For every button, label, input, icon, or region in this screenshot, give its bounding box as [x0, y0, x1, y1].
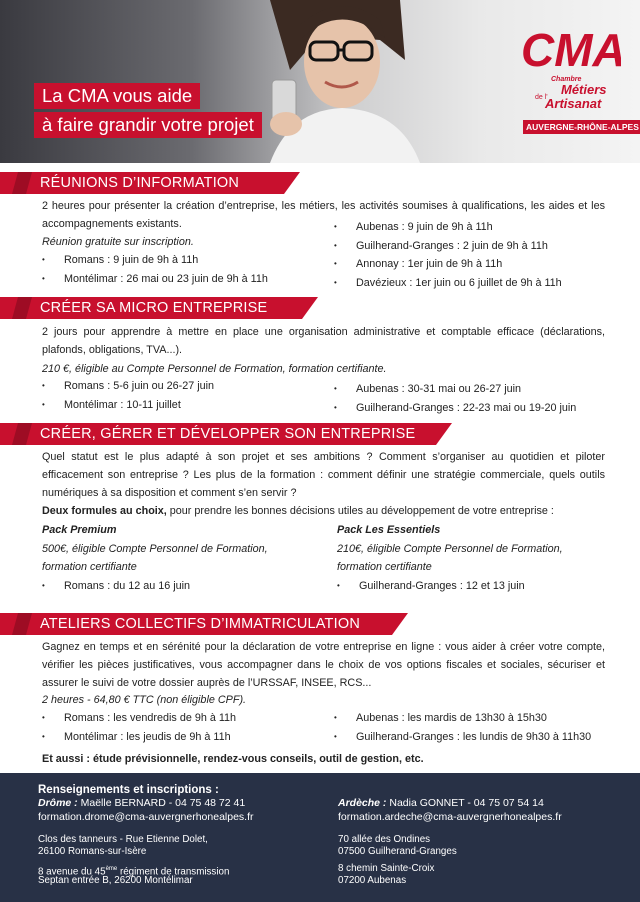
- list-item: • Aubenas : 30-31 mai ou 26-27 juin: [334, 380, 576, 399]
- drome-addr3: 8 avenue du 45ème régiment de transmission: [38, 866, 230, 878]
- pack-essentiels: Pack Les Essentiels 210€, éligible Compte Personnel de Formation, formation certifiante • Guilherand-Granges : 12 et 13 juin: [337, 521, 563, 595]
- list-item: • Romans : 9 juin de 9h à 11h: [42, 251, 268, 270]
- cma-logo-mark: [517, 22, 621, 76]
- drome-addr4: Septan entrée B, 26200 Montélimar: [38, 875, 193, 886]
- creer-intro: Quel statut est le plus adapté à son projet et ses ambitions ? Comment s’organiser au quotidien et piloter efficacement son entreprise ? Les plus de la formation : comment définir une stratégie commerciale, quels outils numériques à sa disposition et comment s’en servir ?: [42, 451, 605, 499]
- list-item: • Annonay : 1er juin de 9h à 11h: [334, 255, 562, 274]
- ardeche-contact: Ardèche : Nadia GONNET - 04 75 07 54 14: [338, 797, 544, 809]
- ateliers-intro: Gagnez en temps et en sérénité pour la déclaration de votre entreprise en ligne : vous aider à créer votre compte, vérifier les pièces justificatives, vous accompagner dans le choix de vos options fiscales et sociales, sécuriser et assurer le suivi de votre dossier auprès de l’URSSAF, INSEE, RCS...: [42, 641, 605, 689]
- list-item: • Montélimar : 10-11 juillet: [42, 396, 214, 415]
- micro-right-list: [334, 380, 576, 417]
- ardeche-addr3: 8 chemin Sainte-Croix: [338, 863, 435, 874]
- hero-title-line1: La CMA vous aide: [34, 83, 200, 109]
- micro-price: 210 €, éligible au Compte Personnel de Formation, formation certifiante.: [42, 363, 387, 375]
- list-item: • Montélimar : les jeudis de 9h à 11h: [42, 728, 236, 747]
- reunions-right-list: [334, 218, 562, 292]
- creer-formulas: Deux formules au choix, pour prendre les bonnes décisions utiles au développement de votre entreprise :: [42, 505, 554, 517]
- list-item: • Romans : les vendredis de 9h à 11h: [42, 709, 236, 728]
- hero-banner: [0, 0, 640, 163]
- ateliers-price: 2 heures - 64,80 € TTC (non éligible CPF).: [42, 694, 247, 706]
- ateliers-left-list: [42, 709, 236, 746]
- list-item: • Guilherand-Granges : 2 juin de 9h à 11h: [334, 237, 562, 256]
- footer-heading: Renseignements et inscriptions :: [38, 784, 219, 796]
- reunions-note: Réunion gratuite sur inscription.: [42, 236, 194, 248]
- hero-title-line2: à faire grandir votre projet: [34, 112, 262, 138]
- cma-logo: CMA Chambre Métiers de l' Artisanat AUVERGNE-RHÔNE-ALPES: [517, 22, 621, 142]
- ardeche-addr1: 70 allée des Ondines: [338, 834, 431, 845]
- section-header-creer: CRÉER, GÉRER ET DÉVELOPPER SON ENTREPRISE: [0, 423, 415, 445]
- footer-contacts: [0, 773, 640, 902]
- drome-contact: Drôme : Maëlle BERNARD - 04 75 48 72 41: [38, 797, 246, 809]
- list-item: • Romans : 5-6 juin ou 26-27 juin: [42, 377, 214, 396]
- list-item: • Aubenas : les mardis de 13h30 à 15h30: [334, 709, 591, 728]
- micro-intro: 2 jours pour apprendre à mettre en place une organisation administrative et comptable efficace (déclarations, plafonds, obligations, TVA...).: [42, 326, 605, 356]
- drome-email[interactable]: formation.drome@cma-auvergnerhonealpes.fr: [38, 811, 254, 823]
- reunions-intro: 2 heures pour présenter la création d’entreprise, les métiers, les activités soumises à qualifications, les aides et les accompagnements existants.: [42, 200, 605, 230]
- hero-title: [34, 83, 262, 141]
- ardeche-email[interactable]: formation.ardeche@cma-auvergnerhonealpes.fr: [338, 811, 562, 823]
- ateliers-also: Et aussi : étude prévisionnelle, rendez-vous conseils, outil de gestion, etc.: [42, 753, 424, 765]
- micro-left-list: [42, 377, 214, 414]
- list-item: • Montélimar : 26 mai ou 23 juin de 9h à 11h: [42, 270, 268, 289]
- svg-text:CMA: CMA: [521, 24, 621, 76]
- section-header-ateliers: ATELIERS COLLECTIFS D’IMMATRICULATION: [0, 613, 360, 635]
- list-item: • Guilherand-Granges : les lundis de 9h30 à 11h30: [334, 728, 591, 747]
- ateliers-right-list: [334, 709, 591, 746]
- list-item: • Romans : du 12 au 16 juin: [42, 577, 268, 596]
- drome-addr1: Clos des tanneurs - Rue Etienne Dolet,: [38, 834, 208, 845]
- ardeche-addr4: 07200 Aubenas: [338, 875, 407, 886]
- woman-with-phone-photo: [230, 0, 450, 163]
- section-header-reunions: RÉUNIONS D’INFORMATION: [0, 172, 239, 194]
- list-item: • Guilherand-Granges : 12 et 13 juin: [337, 577, 563, 596]
- region-badge: AUVERGNE-RHÔNE-ALPES: [523, 120, 640, 134]
- drome-addr2: 26100 Romans-sur-Isère: [38, 846, 147, 857]
- section-header-micro: CRÉER SA MICRO ENTREPRISE: [0, 297, 267, 319]
- list-item: • Davézieux : 1er juin ou 6 juillet de 9h à 11h: [334, 274, 562, 293]
- reunions-left-list: [42, 251, 268, 288]
- pack-premium: Pack Premium 500€, éligible Compte Personnel de Formation, formation certifiante • Romans : du 12 au 16 juin: [42, 521, 268, 595]
- list-item: • Guilherand-Granges : 22-23 mai ou 19-20 juin: [334, 399, 576, 418]
- list-item: • Aubenas : 9 juin de 9h à 11h: [334, 218, 562, 237]
- ardeche-addr2: 07500 Guilherand-Granges: [338, 846, 457, 857]
